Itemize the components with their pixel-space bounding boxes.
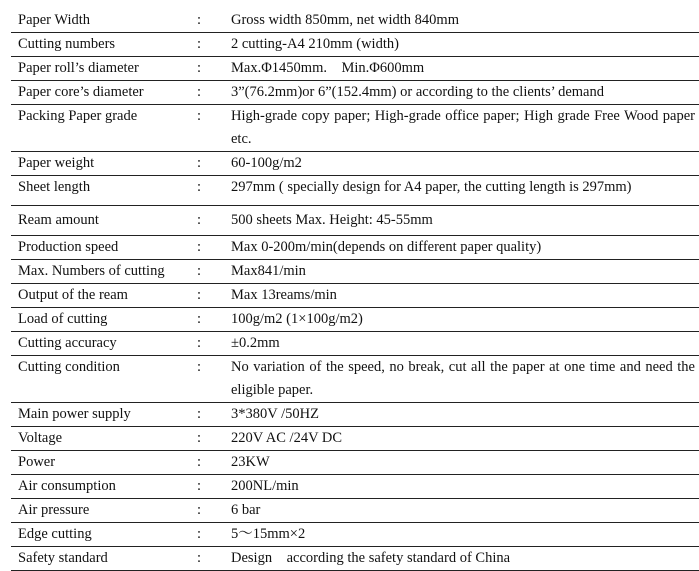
spec-separator: : bbox=[197, 105, 224, 152]
table-row bbox=[11, 236, 699, 260]
spec-value: 5～15mm×2 bbox=[224, 523, 699, 547]
spec-label: Sheet length bbox=[11, 176, 197, 206]
spec-label: Packing Paper grade bbox=[11, 105, 197, 152]
spec-table bbox=[11, 9, 699, 571]
spec-separator: : bbox=[197, 499, 224, 523]
table-row bbox=[11, 475, 699, 499]
spec-value: 60-100g/m2 bbox=[224, 152, 699, 176]
spec-separator: : bbox=[197, 9, 224, 33]
spec-label: Paper core’s diameter bbox=[11, 81, 197, 105]
spec-value: 200NL/min bbox=[224, 475, 699, 499]
spec-separator: : bbox=[197, 523, 224, 547]
spec-label: Cutting condition bbox=[11, 356, 197, 403]
spec-label: Cutting numbers bbox=[11, 33, 197, 57]
spec-label: Max. Numbers of cutting bbox=[11, 260, 197, 284]
spec-label: Output of the ream bbox=[11, 284, 197, 308]
spec-value: 297mm ( specially design for A4 paper, the cutting length is 297mm) bbox=[224, 176, 699, 206]
spec-value: 220V AC /24V DC bbox=[224, 427, 699, 451]
spec-value: 3”(76.2mm)or 6”(152.4mm) or according to the clients’ demand bbox=[224, 81, 699, 105]
table-row bbox=[11, 176, 699, 206]
spec-value: 23KW bbox=[224, 451, 699, 475]
spec-label: Load of cutting bbox=[11, 308, 197, 332]
spec-separator: : bbox=[197, 260, 224, 284]
spec-value: 500 sheets Max. Height: 45-55mm bbox=[224, 206, 699, 236]
spec-value: Max 0-200m/min(depends on different paper quality) bbox=[224, 236, 699, 260]
spec-value: 3*380V /50HZ bbox=[224, 403, 699, 427]
table-row bbox=[11, 499, 699, 523]
spec-separator: : bbox=[197, 206, 224, 236]
spec-separator: : bbox=[197, 332, 224, 356]
spec-label: Production speed bbox=[11, 236, 197, 260]
spec-value: Gross width 850mm, net width 840mm bbox=[224, 9, 699, 33]
spec-value: 100g/m2 (1×100g/m2) bbox=[224, 308, 699, 332]
spec-label: Power bbox=[11, 451, 197, 475]
table-row bbox=[11, 523, 699, 547]
spec-label: Air consumption bbox=[11, 475, 197, 499]
spec-value: High-grade copy paper; High-grade office paper; High grade Free Wood paper etc. bbox=[224, 105, 699, 152]
spec-label: Air pressure bbox=[11, 499, 197, 523]
spec-label: Paper roll’s diameter bbox=[11, 57, 197, 81]
spec-value: Max841/min bbox=[224, 260, 699, 284]
table-row bbox=[11, 206, 699, 236]
table-row bbox=[11, 152, 699, 176]
spec-separator: : bbox=[197, 475, 224, 499]
spec-value: No variation of the speed, no break, cut all the paper at one time and need the eligible paper. bbox=[224, 356, 699, 403]
spec-label: Paper weight bbox=[11, 152, 197, 176]
spec-value: Design according the safety standard of China bbox=[224, 547, 699, 571]
table-row bbox=[11, 308, 699, 332]
spec-separator: : bbox=[197, 427, 224, 451]
spec-table-body bbox=[11, 9, 699, 571]
spec-label: Voltage bbox=[11, 427, 197, 451]
table-row bbox=[11, 33, 699, 57]
table-row bbox=[11, 427, 699, 451]
table-row bbox=[11, 105, 699, 152]
spec-value: 2 cutting-A4 210mm (width) bbox=[224, 33, 699, 57]
spec-value: 6 bar bbox=[224, 499, 699, 523]
table-row bbox=[11, 332, 699, 356]
spec-label: Paper Width bbox=[11, 9, 197, 33]
table-row bbox=[11, 57, 699, 81]
spec-label: Main power supply bbox=[11, 403, 197, 427]
spec-separator: : bbox=[197, 403, 224, 427]
spec-separator: : bbox=[197, 451, 224, 475]
table-row bbox=[11, 403, 699, 427]
spec-label: Edge cutting bbox=[11, 523, 197, 547]
spec-separator: : bbox=[197, 152, 224, 176]
table-row bbox=[11, 356, 699, 403]
spec-separator: : bbox=[197, 308, 224, 332]
spec-separator: : bbox=[197, 57, 224, 81]
spec-value: Max.Φ1450mm. Min.Φ600mm bbox=[224, 57, 699, 81]
table-row bbox=[11, 451, 699, 475]
table-row bbox=[11, 260, 699, 284]
spec-label: Safety standard bbox=[11, 547, 197, 571]
spec-separator: : bbox=[197, 33, 224, 57]
table-row bbox=[11, 9, 699, 33]
spec-label: Ream amount bbox=[11, 206, 197, 236]
spec-separator: : bbox=[197, 176, 224, 206]
spec-separator: : bbox=[197, 236, 224, 260]
spec-value: Max 13reams/min bbox=[224, 284, 699, 308]
table-row bbox=[11, 547, 699, 571]
table-row bbox=[11, 81, 699, 105]
spec-separator: : bbox=[197, 356, 224, 403]
spec-separator: : bbox=[197, 284, 224, 308]
spec-value: ±0.2mm bbox=[224, 332, 699, 356]
spec-separator: : bbox=[197, 81, 224, 105]
spec-separator: : bbox=[197, 547, 224, 571]
table-row bbox=[11, 284, 699, 308]
spec-label: Cutting accuracy bbox=[11, 332, 197, 356]
